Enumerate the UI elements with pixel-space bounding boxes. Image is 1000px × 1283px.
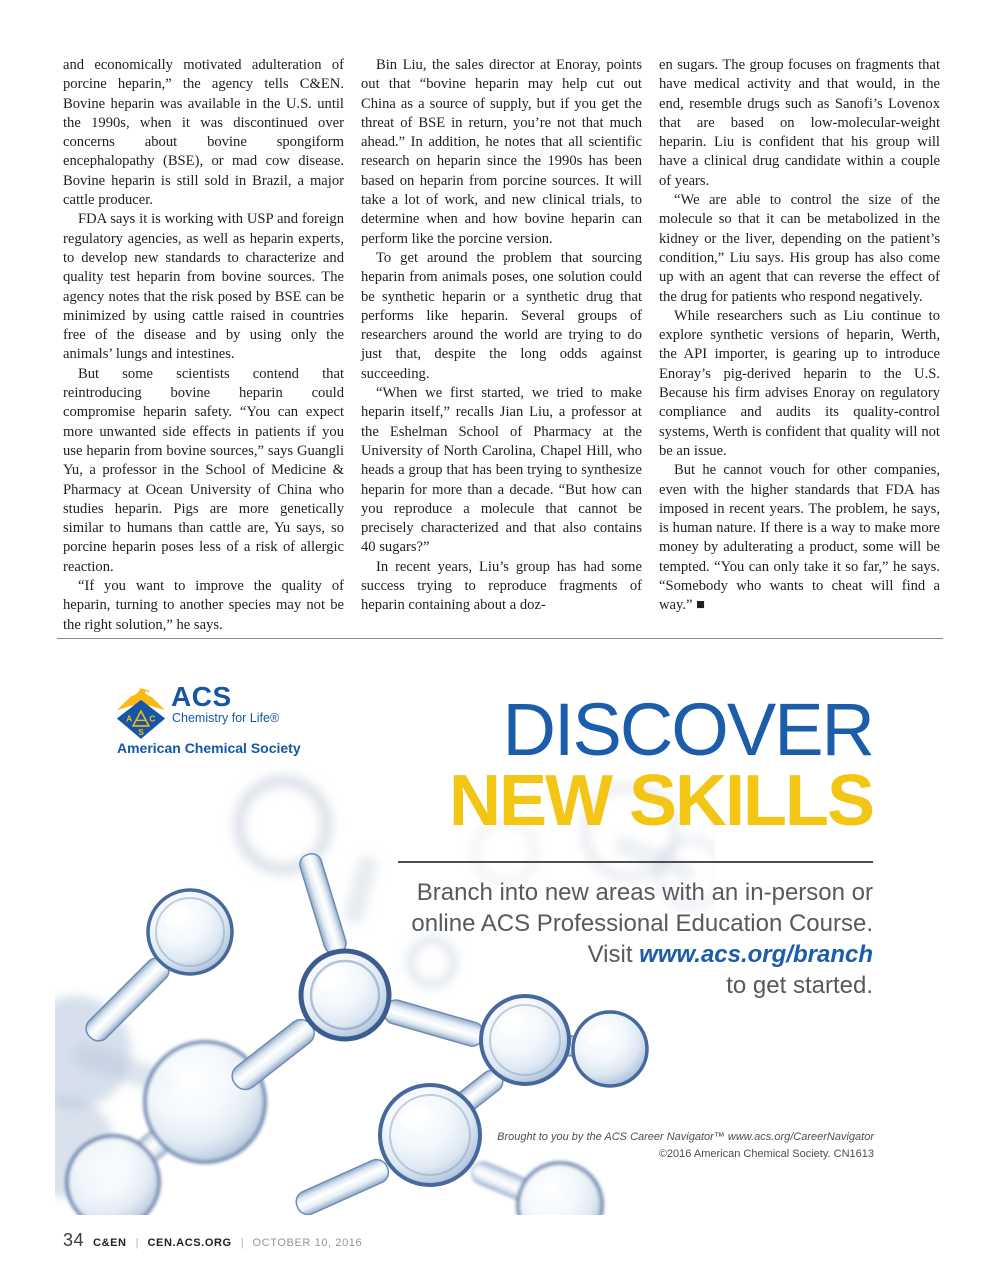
ad-headline — [449, 688, 873, 841]
ad-branch-link[interactable]: www.acs.org/branch — [639, 941, 873, 968]
footer-date: OCTOBER 10, 2016 — [252, 1237, 363, 1249]
article-paragraph: But he cannot vouch for other companies, even with the higher standards that FDA has imposed in recent years. The problem, he says, is human nature. If there is a way to make more money by adulterating a product, some will be tempted. “You can only take it so far,” he says. “Somebody who wants to cheat will find a way.” ■ — [659, 462, 940, 614]
article-paragraph: en sugars. The group focuses on fragments that have medical activity and that would, in the end, resemble drugs such as Sanofi’s Lovenox that are based on low-molecular-weight heparin. Liu is confident that his group will have a clinical drug candidate within a couple of years. — [659, 57, 940, 189]
ad-body-line2: online ACS Professional Education Course. — [411, 910, 873, 937]
article-body — [63, 56, 941, 635]
article-paragraph: Bin Liu, the sales director at Enoray, points out that “bovine heparin may help cut out China as a source of supply, but if you get the threat of BSE in return, you’re not that much ahead.” In addition, he notes that all scientific research on heparin since the 1990s has been based on heparin from porcine sources. It will take a lot of work, and new clinical trials, to determine when and how bovine heparin can perform like the porcine version. — [361, 57, 642, 247]
svg-text:C: C — [149, 713, 156, 724]
footer-separator: | — [135, 1237, 139, 1249]
acs-phoenix-diamond-icon — [115, 682, 167, 742]
page-number: 34 — [63, 1230, 85, 1250]
article-paragraph: “We are able to control the size of the molecule so that it can be metabolized in the kidney or the liver, depending on the patient’s condition,” Liu says. His group has also come up with an agent that can reverse the effect of the drug for patients who respond negatively. — [659, 192, 940, 305]
footer-site[interactable]: CEN.ACS.ORG — [147, 1237, 232, 1249]
article-paragraph: But some scientists contend that reintroducing bovine heparin could compromise heparin safety. “You can expect more unwanted side effects in patients if you use heparin from bovine sources,” says Guangli Yu, a professor in the School of Medicine & Pharmacy at Ocean University of China who studies heparin. Pigs are more genetically similar to humans than cattle are, Yu says, so porcine heparin poses less of a risk of allergic reaction. — [63, 365, 344, 575]
svg-text:A: A — [126, 713, 133, 724]
ad-body-copy — [411, 877, 873, 1001]
ad-body-line4: to get started. — [726, 972, 873, 999]
article-paragraph: While researchers such as Liu continue to explore synthetic versions of heparin, Werth, the API importer, is gearing up to introduce Enoray’s pig-derived heparin to the U.S. Because his firm advises Enoray on regulatory compliance and audits its quality-control systems, Werth is confident that quality will not be an issue. — [659, 307, 940, 459]
ad-headline-new-skills: NEW SKILLS — [449, 761, 873, 841]
ad-fine-print-line2: ©2016 American Chemical Society. CN1613 — [658, 1147, 874, 1160]
footer-brand: C&EN — [93, 1237, 127, 1249]
article-paragraph: FDA says it is working with USP and foreign regulatory agencies, as well as heparin experts, to develop new standards to characterize and quality test heparin from bovine sources. The agency notes that the risk posed by BSE can be minimized by using cattle raised in countries free of the disease and by using only the animals’ lungs and intestines. — [63, 211, 344, 363]
ad-divider-rule — [398, 861, 873, 863]
article-column-3 — [659, 56, 940, 635]
article-column-2 — [361, 56, 642, 635]
footer-separator: | — [240, 1237, 244, 1249]
page-footer — [63, 1230, 362, 1251]
ad-fine-print — [497, 1129, 874, 1162]
article-paragraph: In recent years, Liu’s group has had some success trying to reproduce fragments of heparin containing about a doz- — [361, 558, 642, 614]
article-divider-rule — [57, 638, 943, 639]
ad-headline-discover: DISCOVER — [502, 688, 873, 771]
article-paragraph: “When we first started, we tried to make heparin itself,” recalls Jian Liu, a professor at the Eshelman School of Pharmacy at the University of North Carolina, Chapel Hill, who heads a group that has been trying to synthesize heparin for more than a decade. “But how can you reproduce a molecule that cannot be precisely characterized and that also contains 40 sugars?” — [361, 385, 642, 556]
article-paragraph: To get around the problem that sourcing heparin from animals poses, one solution could be synthetic heparin or a synthetic drug that performs like heparin. Several groups of researchers around the world are trying to do just that, despite the long odds against succeeding. — [361, 249, 642, 382]
acs-logo-name: ACS — [171, 681, 232, 712]
acs-logo-tagline: Chemistry for Life® — [172, 711, 280, 725]
ad-visit-label: Visit — [587, 941, 640, 968]
ad-body-line1: Branch into new areas with an in-person or — [416, 879, 873, 906]
svg-text:S: S — [138, 727, 144, 738]
acs-logo-org: American Chemical Society — [117, 740, 301, 756]
ad-body-line3 — [411, 939, 873, 970]
article-paragraph: “If you want to improve the quality of heparin, turning to another species may not be the right solution,” he says. — [63, 578, 344, 633]
ad-fine-print-line1: Brought to you by the ACS Career Navigator™ www.acs.org/CareerNavigator — [497, 1131, 874, 1143]
article-paragraph: and economically motivated adulteration of porcine heparin,” the agency tells C&EN. Bovine heparin was available in the U.S. until the 1990s, when it was discontinued over concerns about bovine spongiform encephalopathy (BSE), or mad cow disease. Bovine heparin is still sold in Brazil, a major cattle producer. — [63, 57, 344, 209]
article-column-1 — [63, 56, 344, 635]
